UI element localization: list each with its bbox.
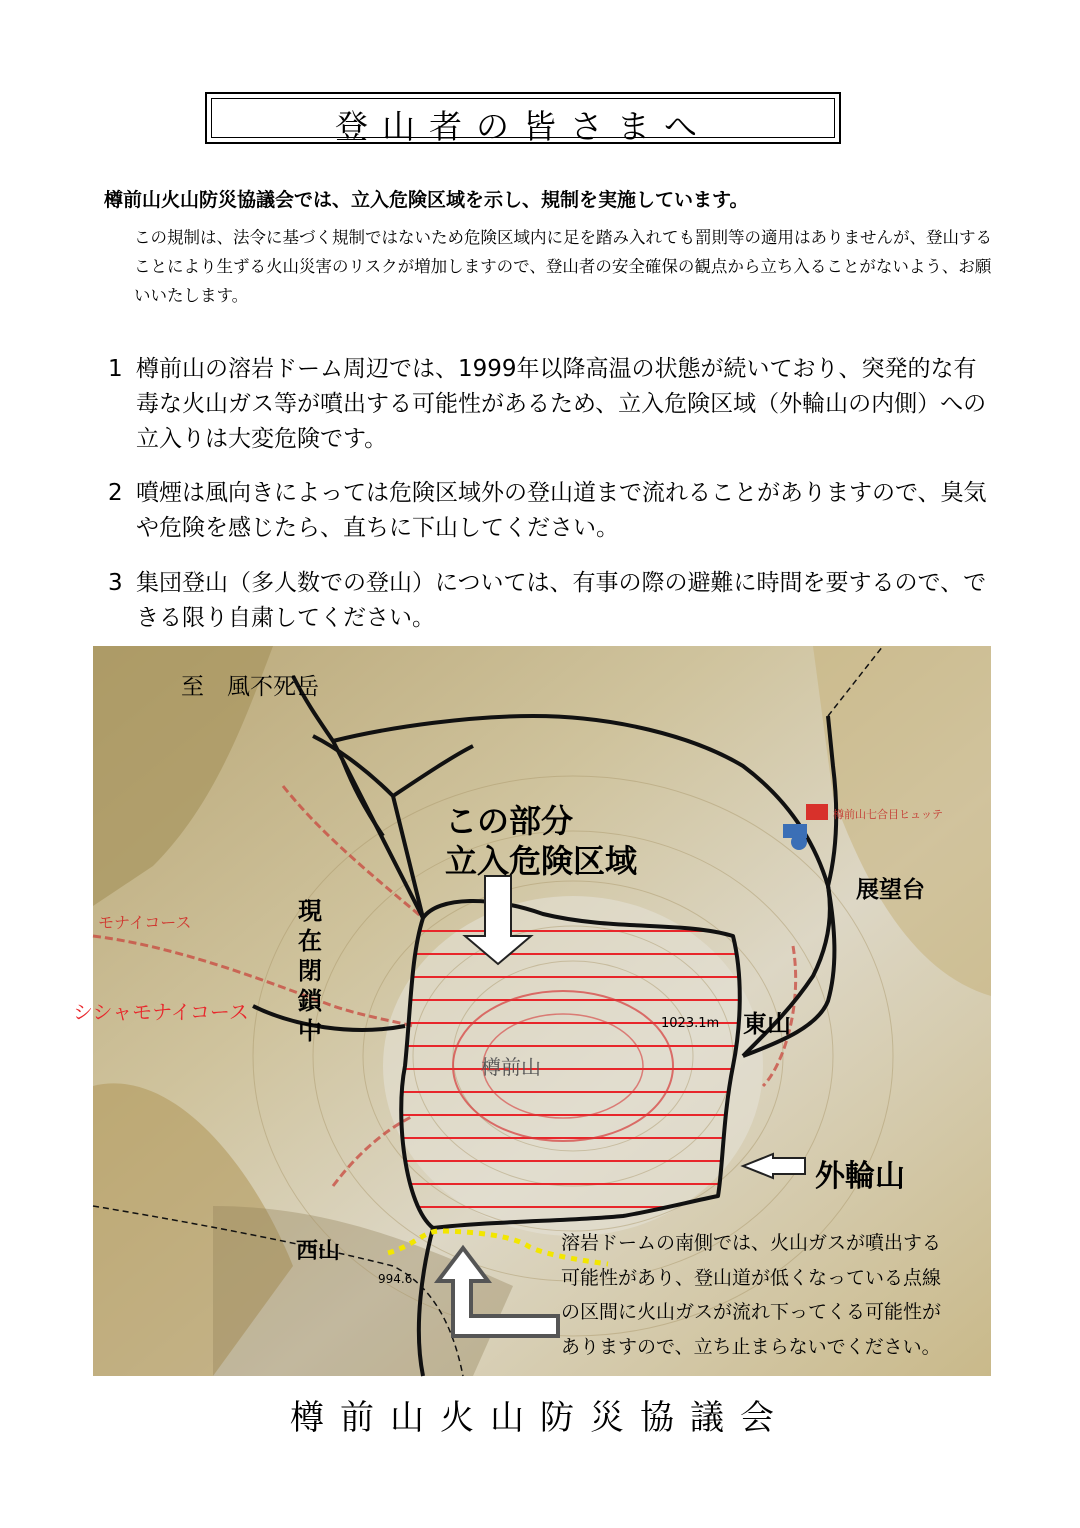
notice-text: 樽前山の溶岩ドーム周辺では、1999年以降高温の状態が続いており、突発的な有毒な火山ガス等が噴出する可能性があるため、立入危険区域（外輪山の内側）への立入りは大変危険です。 [136, 356, 987, 452]
notice-item-3 [108, 566, 988, 636]
elevation-west: 994.6 [378, 1272, 413, 1286]
notice-number: 3 [108, 570, 123, 596]
page-title: 登山者の皆さまへ [335, 107, 711, 146]
monai-course-map-label: モナイコース [98, 913, 192, 932]
title-frame [205, 92, 841, 144]
label-to-fuppushi: 至 風不死岳 [181, 674, 319, 700]
tarumaezan-map-label: 樽前山 [481, 1055, 541, 1079]
notice-text: 集団登山（多人数での登山）については、有事の際の避難に時間を要するので、できる限り自粛してください。 [136, 570, 987, 631]
shishamonai-course-label: シシャモナイコース [73, 1000, 249, 1024]
gas-warning-text: 溶岩ドームの南側では、火山ガスが噴出する 可能性があり、登山道が低くなっている点線 の区間に火山ガスが流れ下ってくる可能性が ありますので、立ち止まらないでください。 [561, 1232, 942, 1358]
notice-number: 1 [108, 356, 123, 382]
topographic-map [73, 646, 991, 1376]
elevation-main: 1023.1m [661, 1016, 720, 1031]
danger-zone-label-1: この部分 [445, 802, 574, 840]
notice-number: 2 [108, 480, 123, 506]
notice-item-1 [108, 352, 988, 457]
higashiyama-label: 東山 [743, 1010, 791, 1038]
footer-organization: 樽前山火山防災協議会 [290, 1398, 790, 1438]
hut-label: 樽前山七合目ヒュッテ [833, 808, 943, 821]
gairinzan-label: 外輪山 [815, 1159, 905, 1194]
currently-closed-label: 現 在 閉 鎖 中 [298, 897, 322, 1045]
intro-body: この規制は、法令に基づく規制ではないため危険区域内に足を踏み入れても罰則等の適用はありませんが、登山することにより生ずる火山災害のリスクが増加しますので、登山者の安全確保の観点から立ち入ることがないよう、お願いいたします。 [134, 228, 992, 305]
intro-lead: 樽前山火山防災協議会では、立入危険区域を示し、規制を実施しています。 [104, 189, 749, 211]
notice-item-2 [108, 476, 988, 546]
tenbodai-label: 展望台 [856, 877, 925, 903]
nishiyama-label: 西山 [296, 1239, 341, 1264]
danger-zone-label-2: 立入危険区域 [445, 842, 638, 880]
notice-text: 噴煙は風向きによっては危険区域外の登山道まで流れることがありますので、臭気や危険を感じたら、直ちに下山してください。 [136, 480, 987, 541]
